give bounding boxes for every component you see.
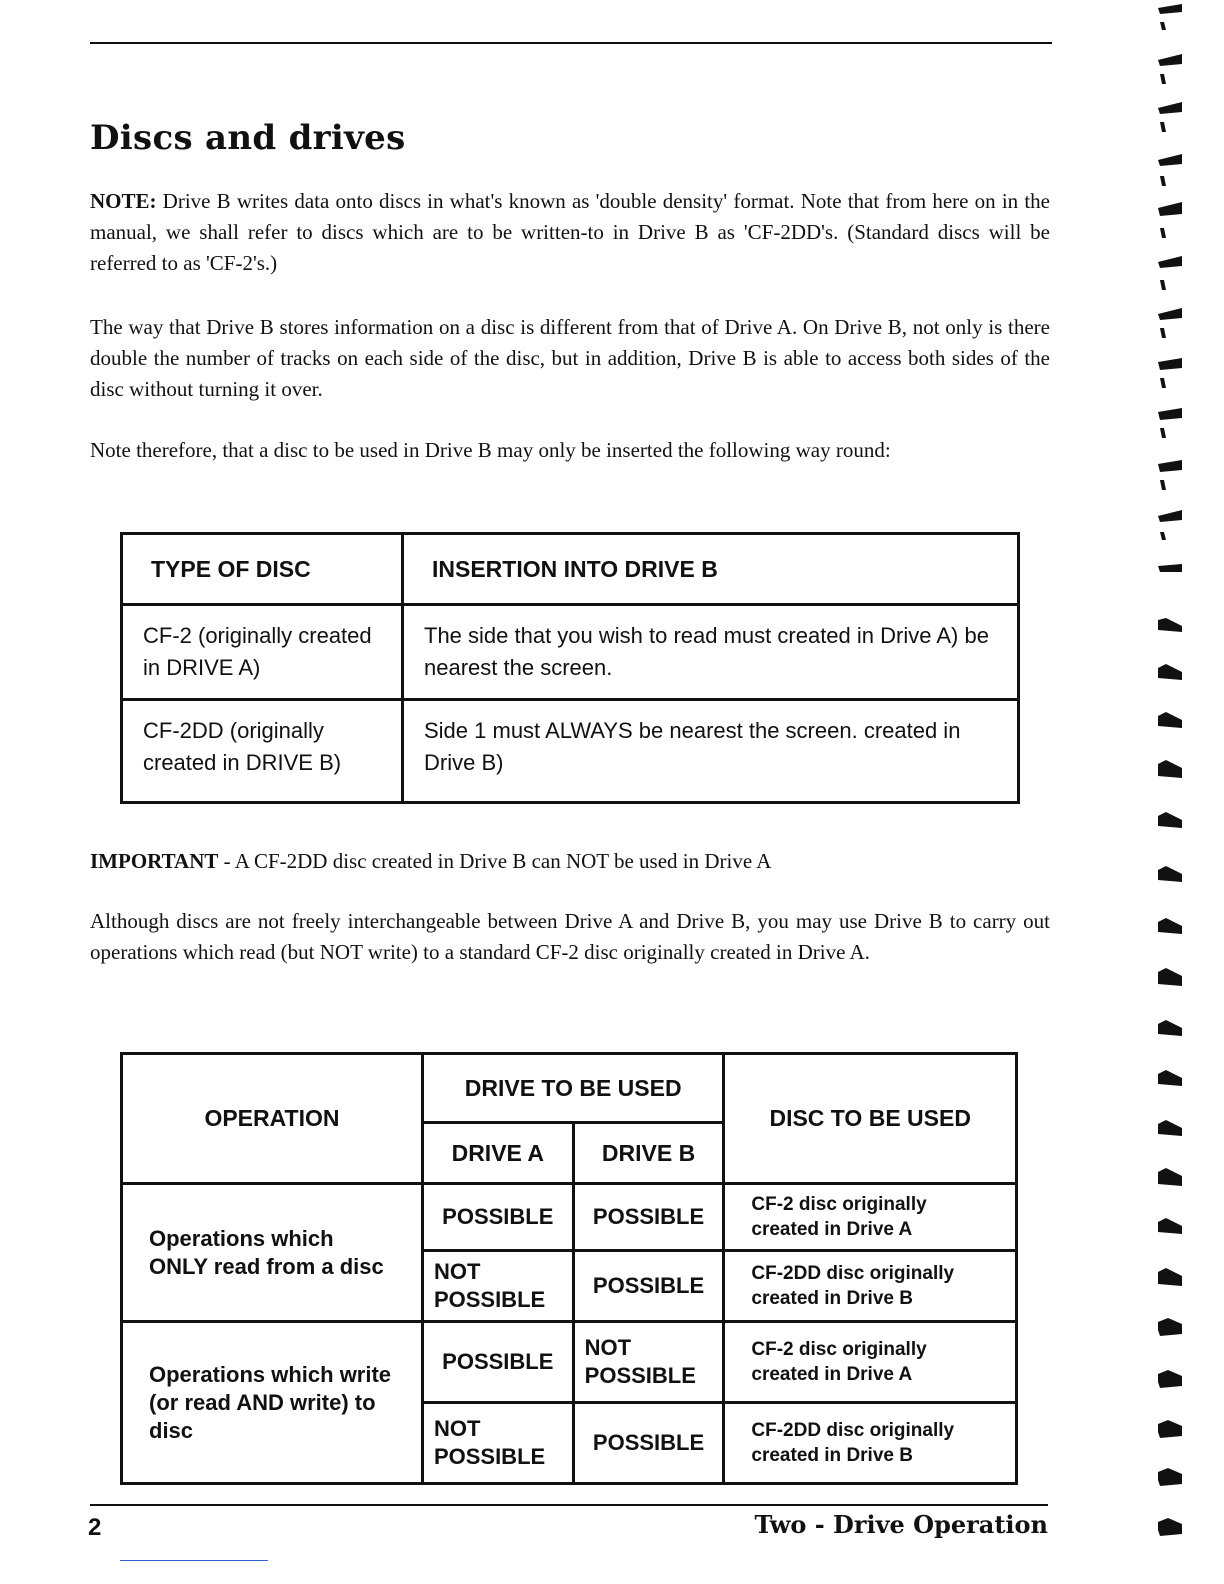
insertion-cell: The side that you wish to read must created in Drive A) be nearest the screen. bbox=[403, 605, 1019, 700]
disc-cell: CF-2 disc originally created in Drive A bbox=[724, 1322, 1017, 1403]
table-header-row bbox=[122, 534, 1019, 605]
header-drive-to-be-used: DRIVE TO BE USED bbox=[422, 1054, 723, 1123]
disc-type-cell: CF-2 (originally created in DRIVE A) bbox=[122, 605, 403, 700]
header-drive-b: DRIVE B bbox=[573, 1123, 724, 1184]
header-insertion: INSERTION INTO DRIVE B bbox=[403, 534, 1019, 605]
bottom-rule bbox=[90, 1504, 1048, 1506]
important-label: IMPORTANT bbox=[90, 849, 219, 873]
header-disc-to-be-used: DISC TO BE USED bbox=[724, 1054, 1017, 1184]
page-number: 2 bbox=[88, 1514, 102, 1541]
footer-underline bbox=[120, 1560, 268, 1561]
paragraph-interchange: Although discs are not freely interchangeable between Drive A and Drive B, you may use Drive B to carry out operations which read (but NOT write) to a standard CF-2 disc originally created in Drive A. bbox=[90, 909, 1050, 964]
table-row bbox=[122, 1184, 1017, 1251]
disc-insertion-table bbox=[120, 532, 1020, 804]
table-row bbox=[122, 605, 1019, 700]
top-rule bbox=[90, 42, 1052, 44]
table-row bbox=[122, 700, 1019, 803]
header-type-of-disc: TYPE OF DISC bbox=[122, 534, 403, 605]
chapter-title: Two - Drive Operation bbox=[754, 1510, 1048, 1539]
disc-cell: CF-2DD disc originally created in Drive B bbox=[724, 1403, 1017, 1484]
page-title: Discs and drives bbox=[90, 118, 406, 158]
operations-table bbox=[120, 1052, 1018, 1485]
drive-b-cell: POSSIBLE bbox=[573, 1251, 724, 1322]
drive-a-cell: POSSIBLE bbox=[422, 1184, 573, 1251]
note-paragraph bbox=[90, 186, 1050, 279]
important-paragraph bbox=[90, 846, 1050, 877]
paragraph-drive-b-storage: The way that Drive B stores information on a disc is different from that of Drive A. On Drive B, not only is there double the number of tracks on each side of the disc, but in addition, Drive B is able to access both sides of the disc without turning it over. bbox=[90, 315, 1050, 401]
disc-cell: CF-2 disc originally created in Drive A bbox=[724, 1184, 1017, 1251]
binding-holes-decoration bbox=[1138, 0, 1188, 1584]
table-header-row bbox=[122, 1054, 1017, 1123]
drive-a-cell: POSSIBLE bbox=[422, 1322, 573, 1403]
table-row bbox=[122, 1322, 1017, 1403]
important-text: - A CF-2DD disc created in Drive B can NOT be used in Drive A bbox=[218, 849, 772, 873]
operation-read-cell: Operations which ONLY read from a disc bbox=[122, 1184, 423, 1322]
drive-b-cell: POSSIBLE bbox=[573, 1184, 724, 1251]
binding-marks bbox=[1158, 4, 1182, 1536]
drive-b-cell: NOT POSSIBLE bbox=[573, 1322, 724, 1403]
note-text: Drive B writes data onto discs in what's known as 'double density' format. Note that from here on in the manual, we shall refer to discs which are to be written-to in Drive B as 'CF-2DD's. (Standard discs will be referred to as 'CF-2's.) bbox=[90, 189, 1050, 275]
drive-b-cell: POSSIBLE bbox=[573, 1403, 724, 1484]
disc-cell: CF-2DD disc originally created in Drive B bbox=[724, 1251, 1017, 1322]
drive-a-cell: NOT POSSIBLE bbox=[422, 1251, 573, 1322]
note-label: NOTE: bbox=[90, 189, 157, 213]
operation-write-cell: Operations which write (or read AND write) to disc bbox=[122, 1322, 423, 1484]
header-operation: OPERATION bbox=[122, 1054, 423, 1184]
drive-a-cell: NOT POSSIBLE bbox=[422, 1403, 573, 1484]
header-drive-a: DRIVE A bbox=[422, 1123, 573, 1184]
paragraph-insertion: Note therefore, that a disc to be used in Drive B may only be inserted the following way round: bbox=[90, 438, 891, 462]
insertion-cell: Side 1 must ALWAYS be nearest the screen. created in Drive B) bbox=[403, 700, 1019, 803]
disc-type-cell: CF-2DD (originally created in DRIVE B) bbox=[122, 700, 403, 803]
